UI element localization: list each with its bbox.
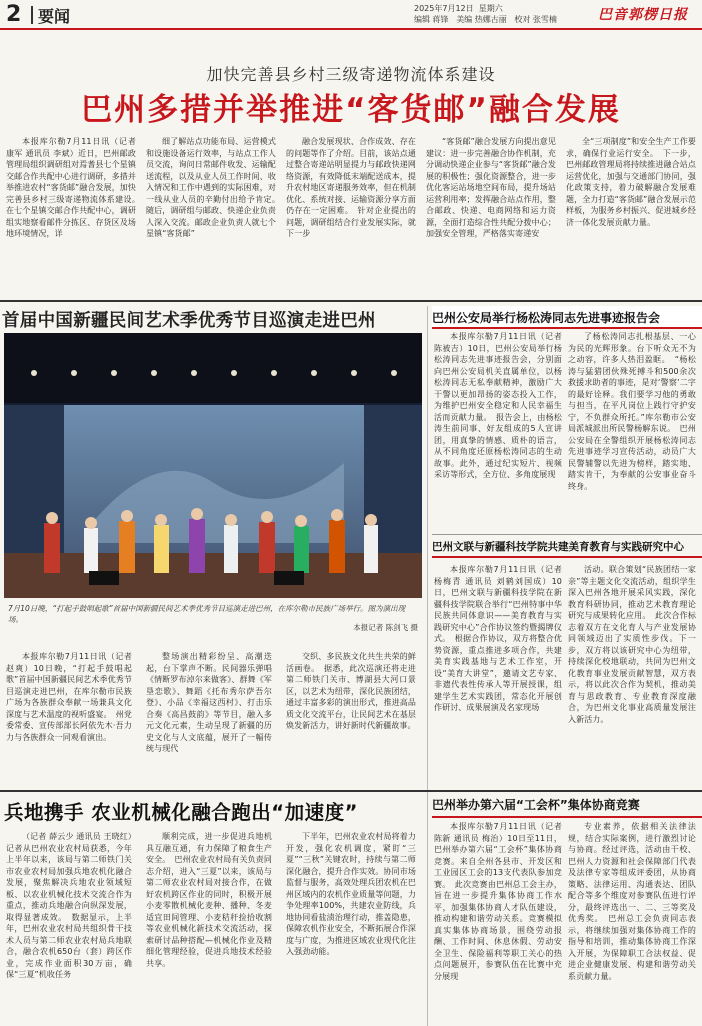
article5-col-3: 下半年，巴州农业农村局将着力开发，强化农机调度，紧盯“三夏”“三秋”关键农时，持续与第二师深化融合，提升合作实效。协同市场监督与服务，高效处理兵团农机在巴州区域内的农机作业质量等问题，力争处理率100%，共建农业防线，兵地协同看盐渍治理行动，推盖隐患，保障农机作业安全，不断拓展合作深度与广度，为推进区域农业现代化注入强劲动能。 xyxy=(286,832,416,956)
article4-col-2: 活动。联合策划“民族团结一家亲”等主题文化交流活动，组织学生深入巴州各地开展采风实践，深化教育科研协同，推动艺术教育理论研究与成果转化应用。 此次合作标志着双方在文化育人与产业发展协同领域迈出了实质性步伐。下一步，双方将以该研究中心为纽带，持续深化校地联动，共同为巴州文化教育事业发展贡献智慧，双方表示，将以此次合作为契机，推动美育与思政教育、专业教育深度融合，为巴州文化事业高质量发展注入新活力。 xyxy=(568,565,696,724)
stage-illustration xyxy=(4,333,422,598)
article5-title: 兵地携手 农业机械化融合跑出“加速度” xyxy=(4,801,358,824)
article3-title: 巴州公安局举行杨松涛同志先进事迹报告会 xyxy=(432,311,661,325)
proofreader-credit: 校对 张雪楠 xyxy=(514,15,557,24)
article3-title-bar xyxy=(432,306,702,329)
newspaper-logo: 巴音郭楞日报 xyxy=(598,7,688,23)
header-rule xyxy=(0,28,702,30)
article1-subtitle: 加快完善县乡村三级寄递物流体系建设 xyxy=(206,65,496,84)
article1-title: 巴州多措并举推进“客货邮”融合发展 xyxy=(81,92,621,128)
date-text: 2025年7月12日 xyxy=(414,4,474,13)
article6-col-1: 本报库尔勒7月11日讯（记者 陈新 通讯员 梅治）10日至11日，巴州举办第六届“工会杯”集体协商竞赛。来自全州各县市、开发区和工业园区工会的13支代表队参加竞赛。 此次竞赛由巴州总工会主办，旨在进一步提升集体协商工作水平，加强集体协商人才队伍建设，推动构建和谐劳动关系。竞赛模拟真实集体协商场景，围绕劳动报酬、工作时间、休息休假、劳动安全卫生、保险福利等职工关心的热点问题展开，参赛队伍在比赛中充分展现 xyxy=(434,822,562,981)
section-rule-2 xyxy=(432,534,702,535)
section-name: 要闻 xyxy=(38,7,71,26)
article6-title: 巴州举办第六届“工会杯”集体协商竞赛 xyxy=(432,796,702,818)
issue-date xyxy=(414,3,503,14)
performance-photo xyxy=(4,333,422,598)
article1-col-5: 全“三项制度”和安全生产工作要求，确保行业运行安全。 下一步，巴州邮政管理局将持续推进融合站点运营优化，加强与交通部门协同，强化政策支持，着力破解融合发展难题，全力打造“客货邮”融合发展示范样板，为服务乡村振兴、促进城乡经济一体化发展贡献力量。 xyxy=(566,137,696,227)
article2-col-3: 交织、多民族文化共生共荣的鲜活画卷。 据悉，此次巡演还将走进第二师铁门关市、博湖县大河口景区，以艺术为纽带，深化民族团结，通过丰富多彩的演出形式，推进高品质文化交流平台，让民间艺术在基层焕发新活力，讲好新时代新疆故事。 xyxy=(286,652,416,730)
designer-credit: 美编 热娜古丽 xyxy=(456,15,507,24)
section-rule-1 xyxy=(0,300,702,302)
article5-col-2: 顺利完成，进一步促进兵地机具互融互通，有力保障了粮食生产安全。 巴州农业农村局有关负责同志介绍，进入“三夏”以来，该局与第二师农业农村局对接合作，在做好农机跨区作业的同时，积极开展小麦零散机械化麦种、播种、冬麦适宜田间管理、小麦秸秆捡拾收割等农业机械化新技术交流活动，探索研讨品种搭配—机械化作业及精细化管理经验，促进兵地技术经验共享。 xyxy=(146,832,272,968)
section-rule-3 xyxy=(0,790,702,792)
photo-credit: 本报记者 陈剑飞 摄 xyxy=(353,623,418,632)
page-number: 2 xyxy=(6,2,22,27)
article4-title: 巴州文联与新疆科技学院共建美育教育与实践研究中心 xyxy=(432,539,702,558)
editor-credit: 编辑 蒋锋 xyxy=(414,15,449,24)
credits xyxy=(414,14,557,25)
photo-caption: 7月10日晚，“打起手鼓唱起歌”首届中国新疆民间艺术季优秀节目巡演走进巴州，在库尔勒市民族广场举行。图为演出现场。 本报记者 陈剑飞 摄 xyxy=(8,604,418,632)
article1-col-4: “客货邮”融合发展方向提出意见建议：进一步完善融合协作机制，充分调动快递企业参与“客货邮”融合发展的积极性；强化资源整合，进一步优化客运站场地空间布局，提升场站运营利用率；发挥融合站点作用，整合邮政、快递、电商网络和运力资源，全面打造综合性共配分拨中心；加强安全管理，严格落实寄递安 xyxy=(426,137,556,238)
article3-col-1: 本报库尔勒7月11日讯（记者 陈被吉）10日，巴州公安局举行杨松涛同志先进事迹报告会，分别面向巴州公安局机关直属单位，以杨松涛同志无私奉献精神，激励广大干警以更加昂扬的姿态投入工作，为维护巴州安全稳定和人民幸福生活而贡献力量。 报告会上，由杨松涛生前同事、好友组成的5人宣讲团，用真挚的情感、质朴的语言，从不同角度还原杨松涛同志的生动故事。此外，通过纪实短片、视频采访等形式，全方位、多角度展现 xyxy=(434,332,562,479)
column-divider xyxy=(427,306,428,1026)
page-header xyxy=(0,0,702,30)
weekday-text: 星期六 xyxy=(478,4,503,13)
article2-col-2: 整场演出精彩纷呈、高潮迭起，台下掌声不断。民间器乐弹唱《情断罗布淖尔来做客》、群舞《军垦恋歌》、舞蹈《托布秀尔萨吾尔登》、小品《幸福这西村》、打击乐合奏《高昌鼓韵》等节目，融入多元文化元素，生动呈现了新疆的历史文化与人文底蕴，展开了一幅传统与现代 xyxy=(146,652,272,753)
article1-col-1: 本报库尔勒7月11日讯（记者 康军 通讯员 李斌）近日，巴州邮政管理局组织调研组对焉耆县七个星镇交邮合作共配中心进行调研，多措并举推进农村“客货邮”融合发展，加快完善县乡村三级寄递物流体系建设。 在七个星镇交邮合作共配中心，调研组实地察看邮件分拣区、存货区及场地环境情况，详 xyxy=(6,137,145,238)
header-divider-icon xyxy=(31,6,33,24)
article6-col-2: 专业素养，依据相关法律法规，结合实际案例，进行激烈讨论与协商。经过评选，活动由干校、巴州人力资源和社会保障部门代表及法律专家等组成评委团，从协商策略、法律运用、沟通表达、团队配合等多个维度对参赛队伍进行评分，最终评选出一、二、三等奖及优秀奖。 巴州总工会负责同志表示，将继续加强对集体协商工作的指导和培训，推动集体协商工作深入开展，为保障职工合法权益、促进企业健康发展、构建和谐劳动关系贡献力量。 xyxy=(568,822,696,981)
article3-col-2: 了杨松涛同志扎根基层、一心为民的光辉形象。台下听众无不为之动容，许多人热泪盈眶。 “杨松涛与猛猎团伙殊死搏斗和500余次救援求助者的事迹，是对‘警察’二字的最好诠释。我们要学习他的勇敢与担当，在平凡岗位上践行守护安宁，不负群众所托。”库尔勒市公安局派城派出所民警杨解东说。 巴州公安局在全警组织开展杨松涛同志先进事迹学习宣传活动，动员广大民警辅警以先进为榜样，踏实地、踏实肯干，为奉献的公安事业奋斗终身。 xyxy=(568,332,696,491)
article4-col-1: 本报库尔勒7月11日讯（记者 杨梅青 通讯员 刘鹤刘国成）10日，巴州文联与新疆科技学院在新疆科技学院联合举行“巴州特事中华民族共同体意识——美育教育与实践研究中心”合作协议签约暨揭牌仪式。 根据合作协议，双方将整合优势资源，重点推进多项合作，共建美育实践基地与艺术工作室，开设“美育大讲堂”，邀请文艺专家、非遗代表性传承人等开展授课，组建学生艺术实践团，常态化开展创作研讨、成果展演及名家现场 xyxy=(434,565,562,712)
article2-title: 首届中国新疆民间艺术季优秀节目巡演走进巴州 xyxy=(2,311,376,331)
article5-col-1: （记者 薛云少 通讯员 王晓红）记者从巴州农业农村局获悉，今年上半年以来，该局与第二师铁门关市农业农村局加强兵地农机化融合发展，聚焦解决兵地农业领域短板、以农业机械化技术交流合作为重点，推动兵地融合向纵深发展，取得显著成效。 数据显示，上半年，巴州农业农村局共组织骨干技术人员与第二师农业农村局兵地联合，融合农机650台（套）跨区作业，完成作业面积30万亩，确保“三夏”机收任务 xyxy=(6,832,132,979)
article1-col-2: 细了解站点功能布局、运营模式和设施设备运行效率，与站点工作人员交流，询问日常邮件收发、运输配送流程，以及从业人员工作时间、收入情况和工作中遇到的实际困难，对一线从业人员的辛勤付出给予肯定。 随后，调研组与邮政、快递企业负责人深入交流。邮政企业负责人就七个星镇“客货邮” xyxy=(146,137,285,238)
article2-col-1: 本报库尔勒7月11日讯（记者 赵爽）10日晚，“打起手鼓唱起歌”首届中国新疆民间艺术季优秀节目巡演走进巴州，在库尔勒市民族广场为各族群众奉献一场兼具文化深度与艺术温度的视听盛宴。 州党委常委、宣传部部长阿依先木·吾力力与各族群众一同观看演出。 xyxy=(6,652,132,742)
article1-col-3: 融合发展现状、合作成效、存在的问题等作了介绍。目前，该站点通过整合寄递站明显提力与邮政快递网络资源，有效降低末端配送成本，提升农村地区寄递服务效率，但在机制优化、系统对接、运输资源分享方面仍存在一定困难。 针对企业提出的问题，调研组结合行业发展实际，就下一步 xyxy=(286,137,416,238)
